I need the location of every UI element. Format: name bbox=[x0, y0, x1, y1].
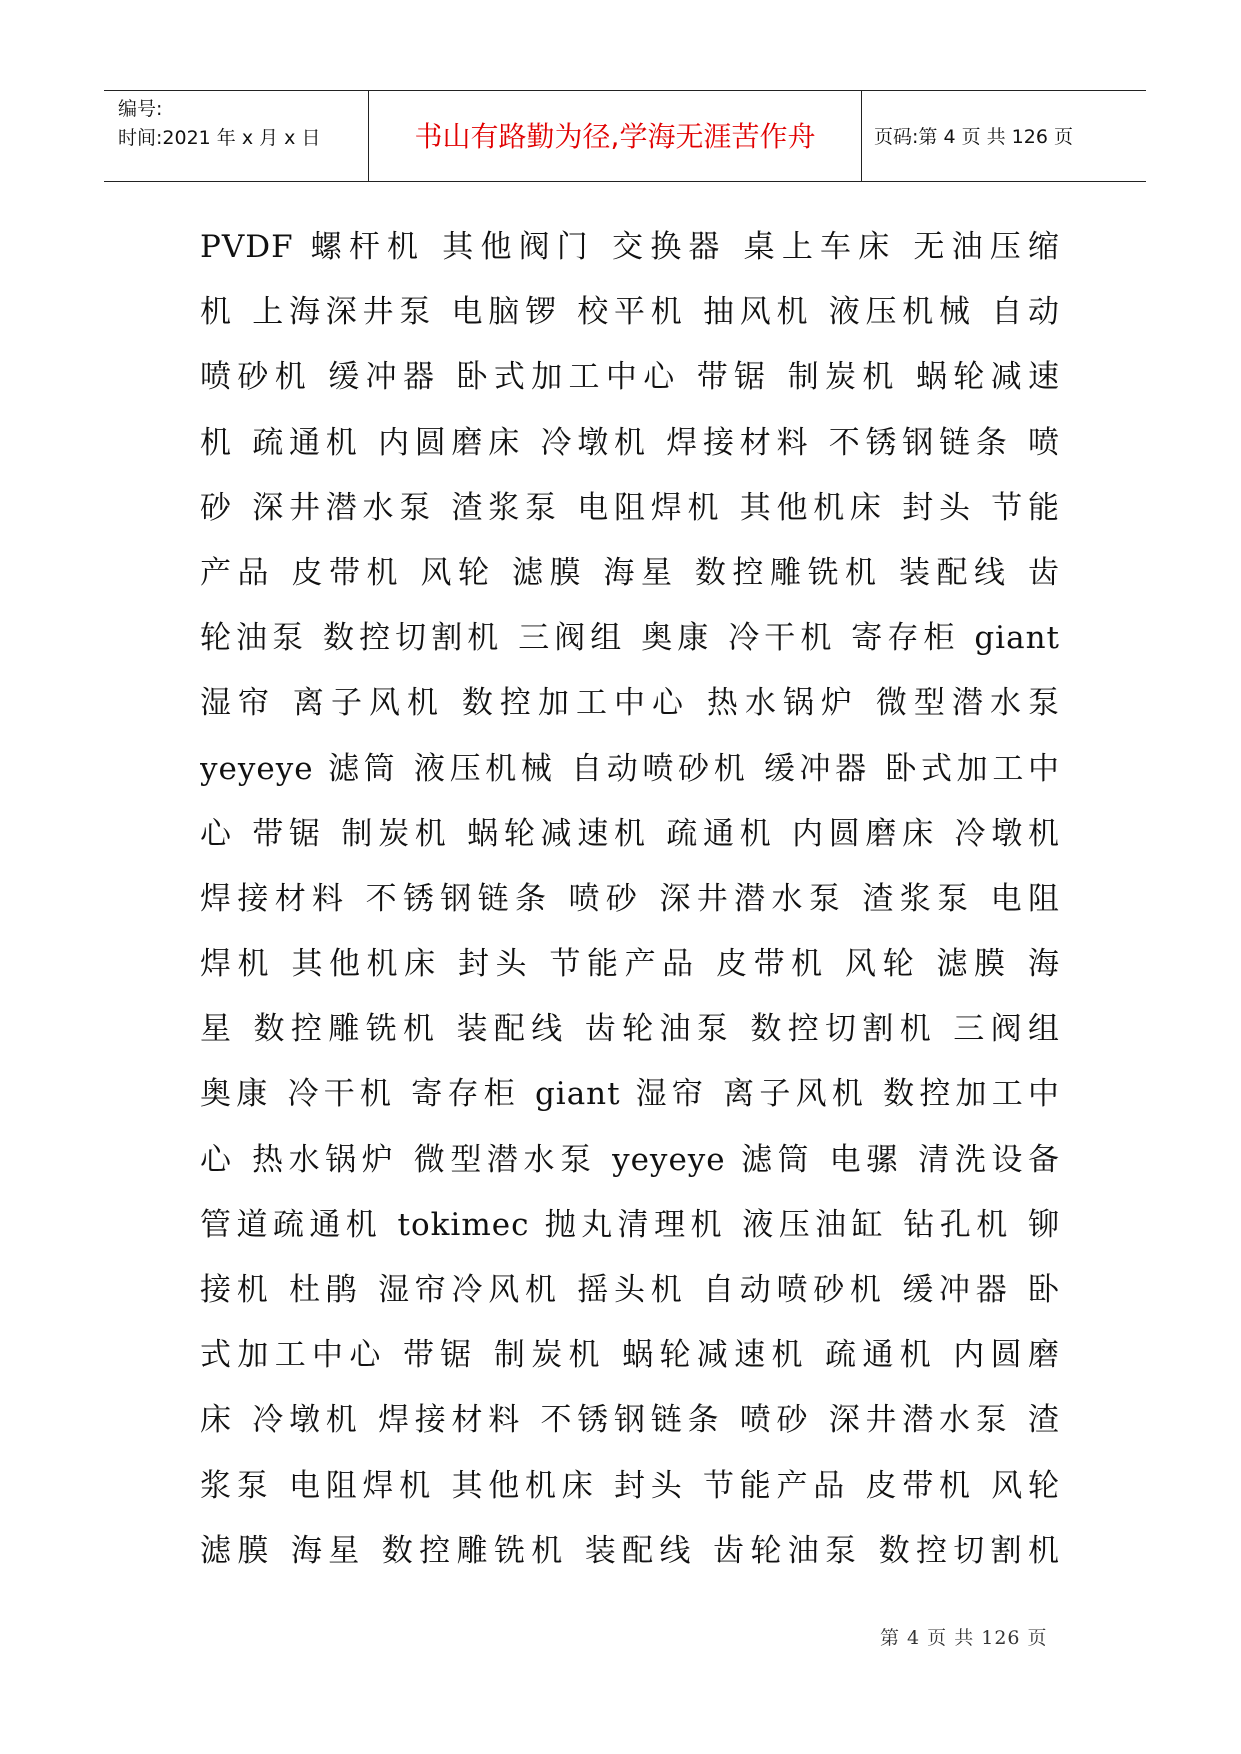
body-line: PVDF 螺杆机 其他阀门 交换器 桌上车床 无油压缩 bbox=[200, 229, 1060, 265]
body-line: yeyeye 滤筒 液压机械 自动喷砂机 缓冲器 卧式加工中 bbox=[200, 750, 1060, 787]
body-line: 焊接材料 不锈钢链条 喷砂 深井潜水泵 渣浆泵 电阻 bbox=[200, 880, 1060, 917]
header-left-block bbox=[118, 95, 320, 153]
body-line: 心 热水锅炉 微型潜水泵 yeyeye 滤筒 电骡 清洗设备 bbox=[200, 1141, 1060, 1178]
body-line: 接机 杜鹃 湿帘冷风机 摇头机 自动喷砂机 缓冲器 卧 bbox=[200, 1272, 1060, 1308]
body-line: 产品 皮带机 风轮 滤膜 海星 数控雕铣机 装配线 齿 bbox=[200, 554, 1060, 591]
header-divider-right bbox=[861, 91, 862, 181]
header-motto: 书山有路勤为径,学海无涯苦作舟 bbox=[414, 120, 816, 153]
body-line: 滤膜 海星 数控雕铣机 装配线 齿轮油泵 数控切割机 bbox=[200, 1532, 1060, 1569]
body-line: 床 冷墩机 焊接材料 不锈钢链条 喷砂 深井潜水泵 渣 bbox=[200, 1402, 1060, 1439]
page-footer: 第 4 页 共 126 页 bbox=[880, 1627, 1048, 1649]
body-line: 喷砂机 缓冲器 卧式加工中心 带锯 制炭机 蜗轮减速 bbox=[200, 359, 1060, 396]
document-time-label: 时间:2021 年 x 月 x 日 bbox=[118, 127, 321, 149]
body-line: 焊机 其他机床 封头 节能产品 皮带机 风轮 滤膜 海 bbox=[200, 946, 1060, 983]
page-header bbox=[104, 90, 1146, 182]
body-line: 管道疏通机 tokimec 抛丸清理机 液压油缸 钻孔机 铆 bbox=[200, 1206, 1060, 1243]
body-line: 浆泵 电阻焊机 其他机床 封头 节能产品 皮带机 风轮 bbox=[200, 1467, 1060, 1504]
body-text bbox=[200, 215, 1060, 1584]
body-line: 心 带锯 制炭机 蜗轮减速机 疏通机 内圆磨床 冷墩机 bbox=[200, 815, 1060, 852]
body-line: 星 数控雕铣机 装配线 齿轮油泵 数控切割机 三阀组 bbox=[200, 1011, 1060, 1048]
body-line: 机 疏通机 内圆磨床 冷墩机 焊接材料 不锈钢链条 喷 bbox=[200, 424, 1060, 461]
body-line: 湿帘 离子风机 数控加工中心 热水锅炉 微型潜水泵 bbox=[200, 685, 1060, 722]
document-number-label: 编号: bbox=[118, 98, 163, 120]
body-line: 砂 深井潜水泵 渣浆泵 电阻焊机 其他机床 封头 节能 bbox=[200, 489, 1060, 526]
body-line: 轮油泵 数控切割机 三阀组 奥康 冷干机 寄存柜 giant bbox=[200, 620, 1060, 657]
header-page-info: 页码:第 4 页 共 126 页 bbox=[874, 126, 1073, 148]
body-line: 奥康 冷干机 寄存柜 giant 湿帘 离子风机 数控加工中 bbox=[200, 1076, 1060, 1113]
body-line: 机 上海深井泵 电脑锣 校平机 抽风机 液压机械 自动 bbox=[200, 294, 1060, 331]
body-line: 式加工中心 带锯 制炭机 蜗轮减速机 疏通机 内圆磨 bbox=[200, 1337, 1060, 1374]
header-divider-left bbox=[368, 91, 369, 181]
